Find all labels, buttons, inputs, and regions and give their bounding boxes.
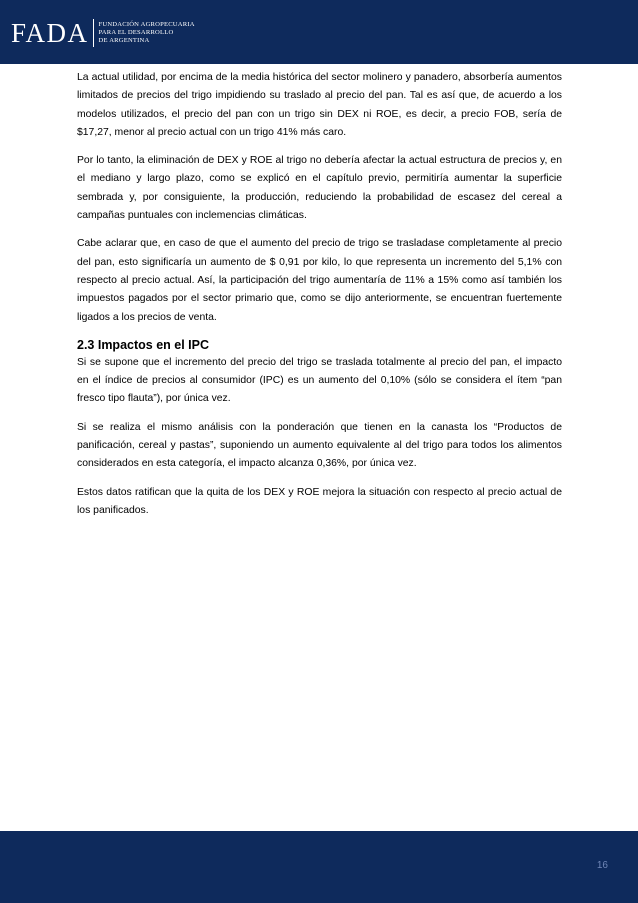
logo-subtitle-line-3: DE ARGENTINA [98, 37, 150, 45]
logo-subtitle [99, 21, 195, 46]
section-heading-impactos-ipc: 2.3 Impactos en el IPC [77, 337, 209, 352]
paragraph-conclusion: Estos datos ratifican que la quita de los DEX y ROE mejora la situación con respecto al precio actual de los panificados. [77, 486, 562, 516]
paragraph-impacto-ipc: Si se supone que el incremento del precio del trigo se traslada totalmente al precio del pan, el impacto en el índice de precios al consumidor (IPC) es un aumento del 0,10% (sólo se considera el ítem “pan fresco tipo flauta”), por única vez. [77, 356, 562, 405]
document-body [77, 69, 562, 530]
logo-wordmark: FADA [11, 18, 89, 48]
logo-divider [93, 19, 94, 47]
paragraph-utilidad: La actual utilidad, por encima de la media histórica del sector molinero y panadero, absorbería aumentos limitados de precios del trigo impidiendo su traslado al precio del pan. Tal es así que, de acuerdo a los modelos utilizados, el precio del pan con un trigo sin DEX ni ROE, es decir, a precio FOB, sería de $17,27, menor al precio actual con un trigo 41% más caro. [77, 72, 562, 138]
paragraph-panificacion: Si se realiza el mismo análisis con la ponderación que tienen en la canasta los “Productos de panificación, cereal y pastas”, suponiendo un aumento equivalente al del trigo para todos los alimentos considerados en esta categoría, el impacto alcanza 0,36%, por única vez. [77, 421, 562, 470]
fada-logo [11, 18, 195, 48]
header-rule [0, 64, 638, 66]
header-band [0, 0, 638, 64]
page-number: 16 [596, 860, 608, 871]
paragraph-eliminacion-dex-roe: Por lo tanto, la eliminación de DEX y ROE al trigo no debería afectar la actual estructura de precios y, en el mediano y largo plazo, como se explicó en el capítulo previo, permitiría aumentar la superficie sembrada y, por consiguiente, la producción, reduciendo la probabilidad de escasez del cereal a campañas puntuales con inclemencias climáticas. [77, 155, 562, 222]
logo-subtitle-line-1: FUNDACIÓN AGROPECUARIA [98, 20, 195, 28]
paragraph-aumento-precio: Cabe aclarar que, en caso de que el aumento del precio de trigo se trasladase completamente al precio del pan, esto significaría un aumento de $ 0,91 por kilo, lo que representa un incremento del 5,1% con respecto al precio actual. Así, la participación del trigo aumentaría de 11% a 15% como así también los impuestos pagados por el sector primario que, como se dijo anteriormente, se encuentran fuertemente ligados a los precios de venta. [77, 238, 562, 323]
logo-subtitle-line-2: PARA EL DESARROLLO [98, 28, 174, 36]
footer-band [0, 831, 638, 903]
